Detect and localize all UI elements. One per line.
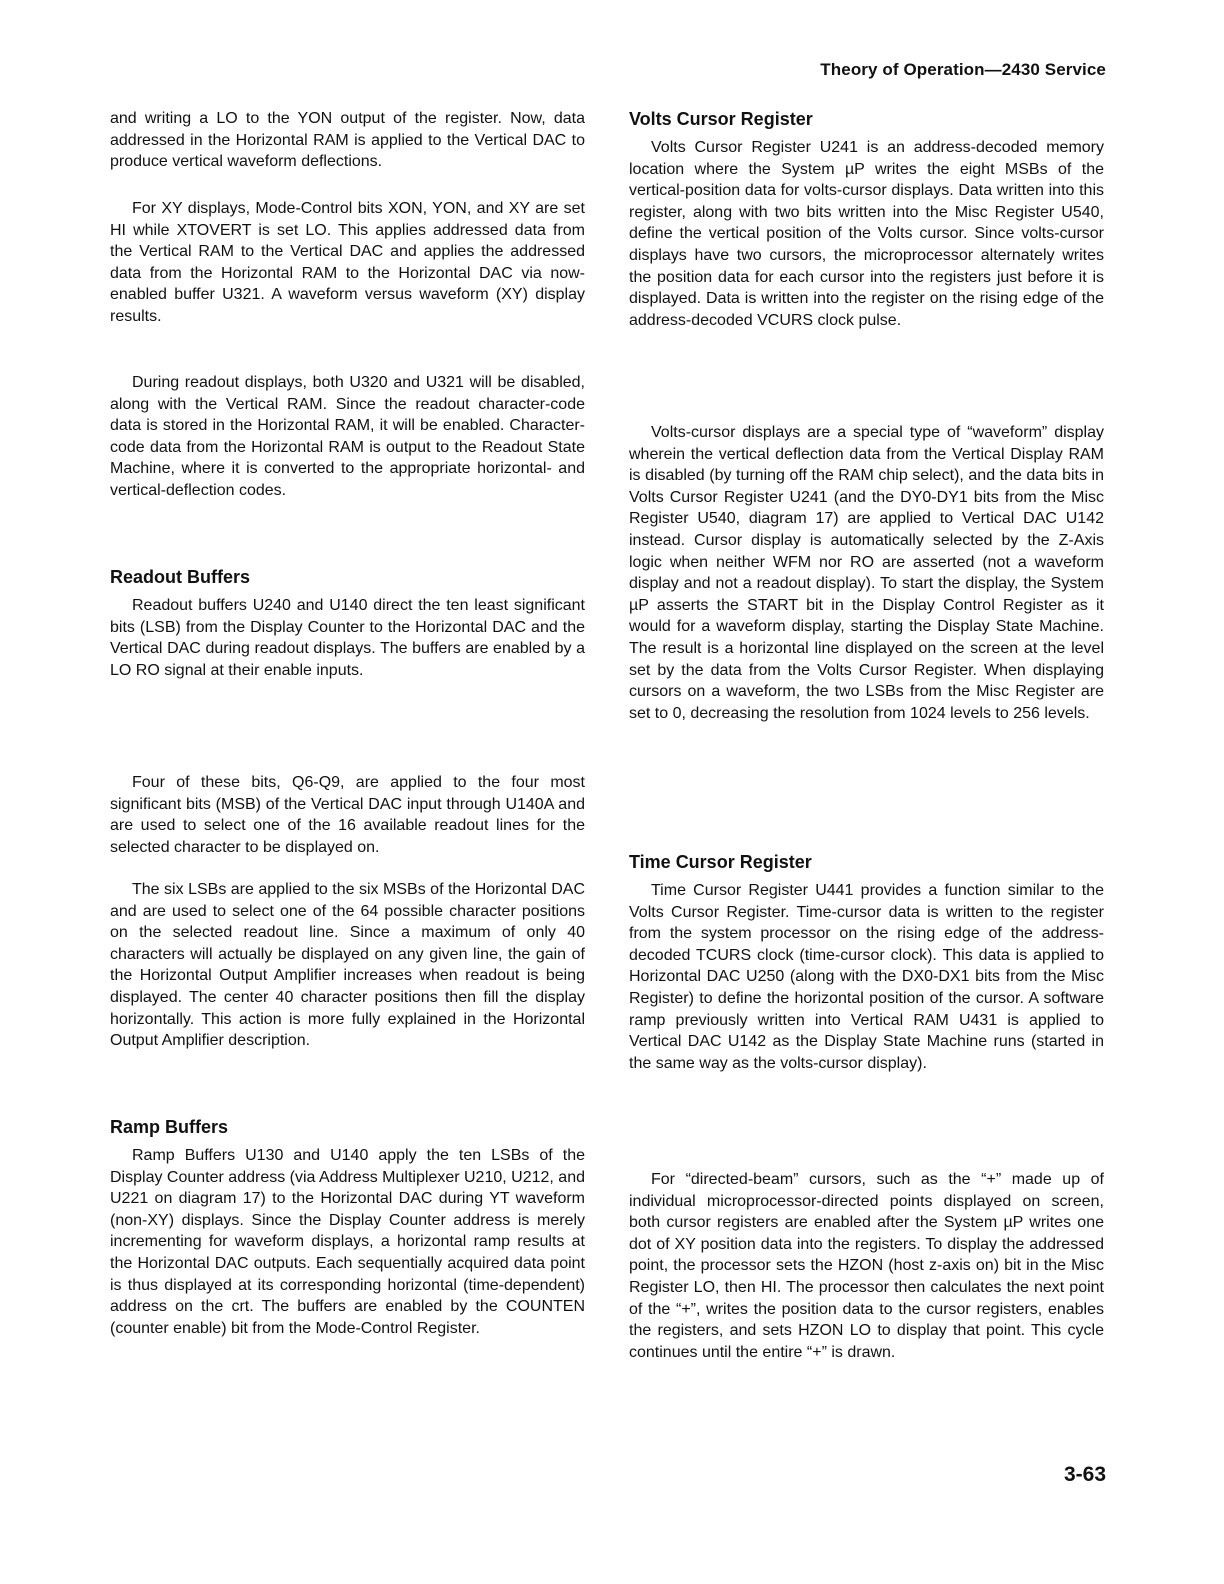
section-readout-displays	[110, 372, 585, 502]
section-heading: Ramp Buffers	[110, 1117, 229, 1137]
section-readout-bits-msb	[110, 772, 585, 858]
section-readout-bits-lsb	[110, 879, 585, 1052]
paragraph: Volts Cursor Register U241 is an address-decoded memory location where the System µP writes the eight MSBs of the vertical-position data for volts-cursor displays. Data written into this register, along with two bits written into the Misc Register U540, define the vertical position of the Volts cursor. Since volts-cursor displays have two cursors, the microprocessor alternately writes the position data for each cursor into the registers just before it is displayed. Data is written into the register on the rising edge of the address-decoded VCURS clock pulse.	[629, 139, 1104, 329]
section-ramp-buffers	[110, 1116, 585, 1339]
paragraph: Time Cursor Register U441 provides a function similar to the Volts Cursor Register. Time-cursor data is written to the register from the system processor on the rising edge of the address-decoded TCURS clock (time-cursor clock). This data is applied to Horizontal DAC U250 (along with the DX0-DX1 bits from the Misc Register) to define the horizontal position of the cursor. A software ramp previously written into Vertical RAM U431 is applied to Vertical DAC U142 as the Display State Machine runs (started in the same way as the volts-cursor display).	[629, 882, 1104, 1072]
section-xy-displays	[110, 198, 585, 328]
running-head: Theory of Operation—2430 Service	[820, 60, 1106, 79]
paragraph: For “directed-beam” cursors, such as the “+” made up of individual microprocessor-directed points displayed on screen, both cursor registers are enabled after the System µP writes one dot of XY position data into the registers. To display the addressed point, the processor sets the HZON (host z-axis on) bit in the Misc Register LO, then HI. The processor then calculates the next point of the “+”, writes the position data to the cursor registers, enables the registers, and sets HZON LO to display that point. This cycle continues until the entire “+” is drawn.	[629, 1171, 1104, 1361]
paragraph: The six LSBs are applied to the six MSBs of the Horizontal DAC and are used to select one of the 64 possible character positions on the selected readout line. Since a maximum of only 40 characters will actually be displayed on any given line, the gain of the Horizontal Output Amplifier increases when readout is being displayed. The center 40 character positions then fill the display horizontally. This action is more fully explained in the Horizontal Output Amplifier description.	[110, 881, 585, 1050]
paragraph: For XY displays, Mode-Control bits XON, YON, and XY are set HI while XTOVERT is set LO. This applies addressed data from the Vertical RAM to the Vertical DAC and applies the addressed data from the Horizontal RAM to the Horizontal DAC via now-enabled buffer U321. A waveform versus waveform (XY) display results.	[110, 200, 585, 325]
paragraph: and writing a LO to the YON output of the register. Now, data addressed in the Horizontal RAM is applied to the Vertical DAC to produce vertical waveform deflections.	[110, 110, 585, 171]
section-readout-buffers	[110, 566, 585, 681]
section-volts-cursor-displays	[629, 422, 1104, 724]
section-volts-cursor-register	[629, 108, 1104, 331]
paragraph: Readout buffers U240 and U140 direct the ten least significant bits (LSB) from the Display Counter to the Horizontal DAC and the Vertical DAC during readout displays. The buffers are enabled by a LO RO signal at their enable inputs.	[110, 597, 585, 679]
paragraph: Volts-cursor displays are a special type of “waveform” display wherein the vertical deflection data from the Vertical Display RAM is disabled (by turning off the RAM chip select), and the data bits in Volts Cursor Register U241 (and the DY0-DY1 bits from the Misc Register U540, diagram 17) are applied to Vertical DAC U142 instead. Cursor display is automatically selected by the Z-Axis logic when neither WFM nor RO are asserted (not a waveform display and not a readout display). To start the display, the System µP asserts the START bit in the Display Control Register as it would for a waveform display, starting the Display State Machine. The result is a horizontal line displayed on the screen at the level set by the data from the Volts Cursor Register. When displaying cursors on a waveform, the two LSBs from the Misc Register are set to 0, decreasing the resolution from 1024 levels to 256 levels.	[629, 424, 1104, 722]
section-heading: Volts Cursor Register	[629, 109, 813, 129]
section-time-cursor-register	[629, 851, 1104, 1074]
paragraph: Ramp Buffers U130 and U140 apply the ten LSBs of the Display Counter address (via Address Multiplexer U210, U212, and U221 on diagram 17) to the Horizontal DAC during YT waveform (non-XY) displays. Since the Display Counter address is merely incrementing for waveform displays, a horizontal ramp results at the Horizontal DAC outputs. Each sequentially acquired data point is thus displayed at its corresponding horizontal (time-dependent) address on the crt. The buffers are enabled by the COUNTEN (counter enable) bit from the Mode-Control Register.	[110, 1147, 585, 1337]
section-directed-beam-cursors	[629, 1169, 1104, 1363]
section-continued-text	[110, 108, 585, 173]
paragraph: Four of these bits, Q6-Q9, are applied to the four most significant bits (MSB) of the Vertical DAC input through U140A and are used to select one of the 16 available readout lines for the selected character to be displayed on.	[110, 774, 585, 856]
page-number: 3-63	[1063, 1463, 1106, 1486]
section-heading: Time Cursor Register	[629, 852, 812, 872]
section-heading: Readout Buffers	[110, 567, 251, 587]
paragraph: During readout displays, both U320 and U321 will be disabled, along with the Vertical RAM. Since the readout character-code data is stored in the Horizontal RAM, it will be enabled. Character-code data from the Horizontal RAM is output to the Readout State Machine, where it is converted to the appropriate horizontal- and vertical-deflection codes.	[110, 374, 585, 499]
